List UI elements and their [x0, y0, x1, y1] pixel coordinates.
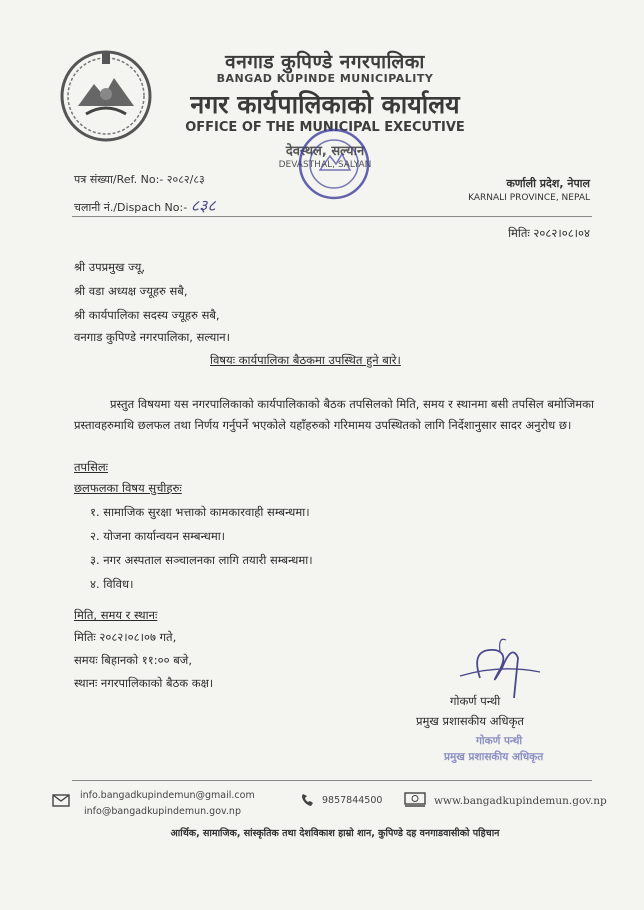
agenda-item: ३. नगर अस्पताल सञ्चालनका लागि तयारी सम्बन्धमा। — [90, 553, 313, 567]
dispatch-label: चलानी नं./Dispach No:- — [74, 201, 188, 214]
addressee: श्री उपप्रमुख ज्यू, — [74, 260, 145, 274]
ref-value: २०८२/८३ — [166, 173, 205, 186]
addressee: श्री कार्यपालिका सदस्य ज्यूहरु सबै, — [74, 308, 220, 322]
agenda-item: ४. विविध। — [90, 577, 134, 591]
agenda-heading: छलफलका विषय सुचीहरुः — [74, 481, 182, 495]
subject-line: विषयः कार्यपालिका बैठकमा उपस्थित हुने बारे। — [210, 353, 401, 367]
signatory-stamp-title: प्रमुख प्रशासकीय अधिकृत — [444, 751, 544, 763]
website-link[interactable]: www.bangadkupindemun.gov.np — [434, 795, 607, 807]
municipality-title-en: BANGAD KUPINDE MUNICIPALITY — [216, 72, 434, 85]
addressee: श्री वडा अध्यक्ष ज्यूहरु सबै, — [74, 284, 188, 298]
province-en: KARNALI PROVINCE, NEPAL — [468, 193, 590, 203]
province-np: कर्णाली प्रदेश, नेपाल — [506, 177, 590, 190]
addressee: वनगाड कुपिण्डे नगरपालिका, सल्यान। — [74, 330, 231, 344]
meeting-heading: मिति, समय र स्थानः — [74, 608, 158, 622]
meeting-place: स्थानः नगरपालिकाको बैठक कक्ष। — [74, 676, 214, 690]
office-title-en: OFFICE OF THE MUNICIPAL EXECUTIVE — [185, 120, 465, 135]
phone-icon — [300, 792, 316, 808]
agenda-list — [90, 500, 313, 596]
place-np: देवस्थल, सल्यान — [285, 144, 365, 159]
mail-icon — [52, 794, 70, 807]
signatory-name: गोकर्ण पन्थी — [450, 694, 501, 708]
signatory-stamp-name: गोकर्ण पन्थी — [476, 735, 523, 747]
nepal-emblem-icon — [56, 44, 156, 144]
body-paragraph: प्रस्तुत विषयमा यस नगरपालिकाको कार्यपालिकाको बैठक तपसिलको मिति, समय र स्थानमा बसी तपसिल बमोजिमका प्रस्तावहरुमाथि छलफल तथा निर्णय गर्नुपर्ने भएकोले यहाँहरुको गरिमामय उपस्थितको लागि निर्देशानुसार सादर अनुरोध छ। — [74, 397, 594, 432]
meeting-date: मितिः २०८२।०८।०७ गते, — [74, 630, 177, 644]
email-gmail[interactable]: info.bangadkupindemun@gmail.com — [80, 790, 255, 801]
office-title-np: नगर कार्यपालिकाको कार्यालय — [190, 90, 460, 119]
office-seal-icon — [296, 126, 372, 202]
phone-number[interactable]: 9857844500 — [322, 795, 383, 806]
signatory-title: प्रमुख प्रशासकीय अधिकृत — [416, 714, 524, 728]
municipality-title-np: वनगाड कुपिण्डे नगरपालिका — [225, 51, 425, 73]
letter-date: मितिः २०८२।०८।०४ — [508, 226, 590, 240]
tapasil-heading: तपसिलः — [74, 460, 108, 474]
header-divider — [72, 216, 592, 217]
meeting-time: समयः बिहानको ११:०० बजे, — [74, 653, 192, 667]
dispatch-value: ८३८ — [190, 196, 216, 215]
dispatch-number — [74, 194, 216, 216]
ref-label: पत्र संख्या/Ref. No:- — [74, 173, 164, 186]
place-en: DEVASTHAL, SALYAN — [278, 160, 372, 170]
footer-tagline: आर्थिक, सामाजिक, सांस्कृतिक तथा देशविकाश हाम्रो शान, कुपिण्डे दह वनगाडवासीको पहिचान — [170, 828, 500, 839]
email-gov[interactable]: info@bangadkupindemun.gov.np — [84, 806, 241, 817]
agenda-item: १. सामाजिक सुरक्षा भत्ताको कामकारवाही सम्बन्धमा। — [90, 505, 310, 519]
ref-number — [74, 172, 205, 187]
footer-divider — [72, 780, 592, 781]
web-icon — [404, 792, 426, 807]
agenda-item: २. योजना कार्यान्वयन सम्बन्धमा। — [90, 529, 226, 543]
